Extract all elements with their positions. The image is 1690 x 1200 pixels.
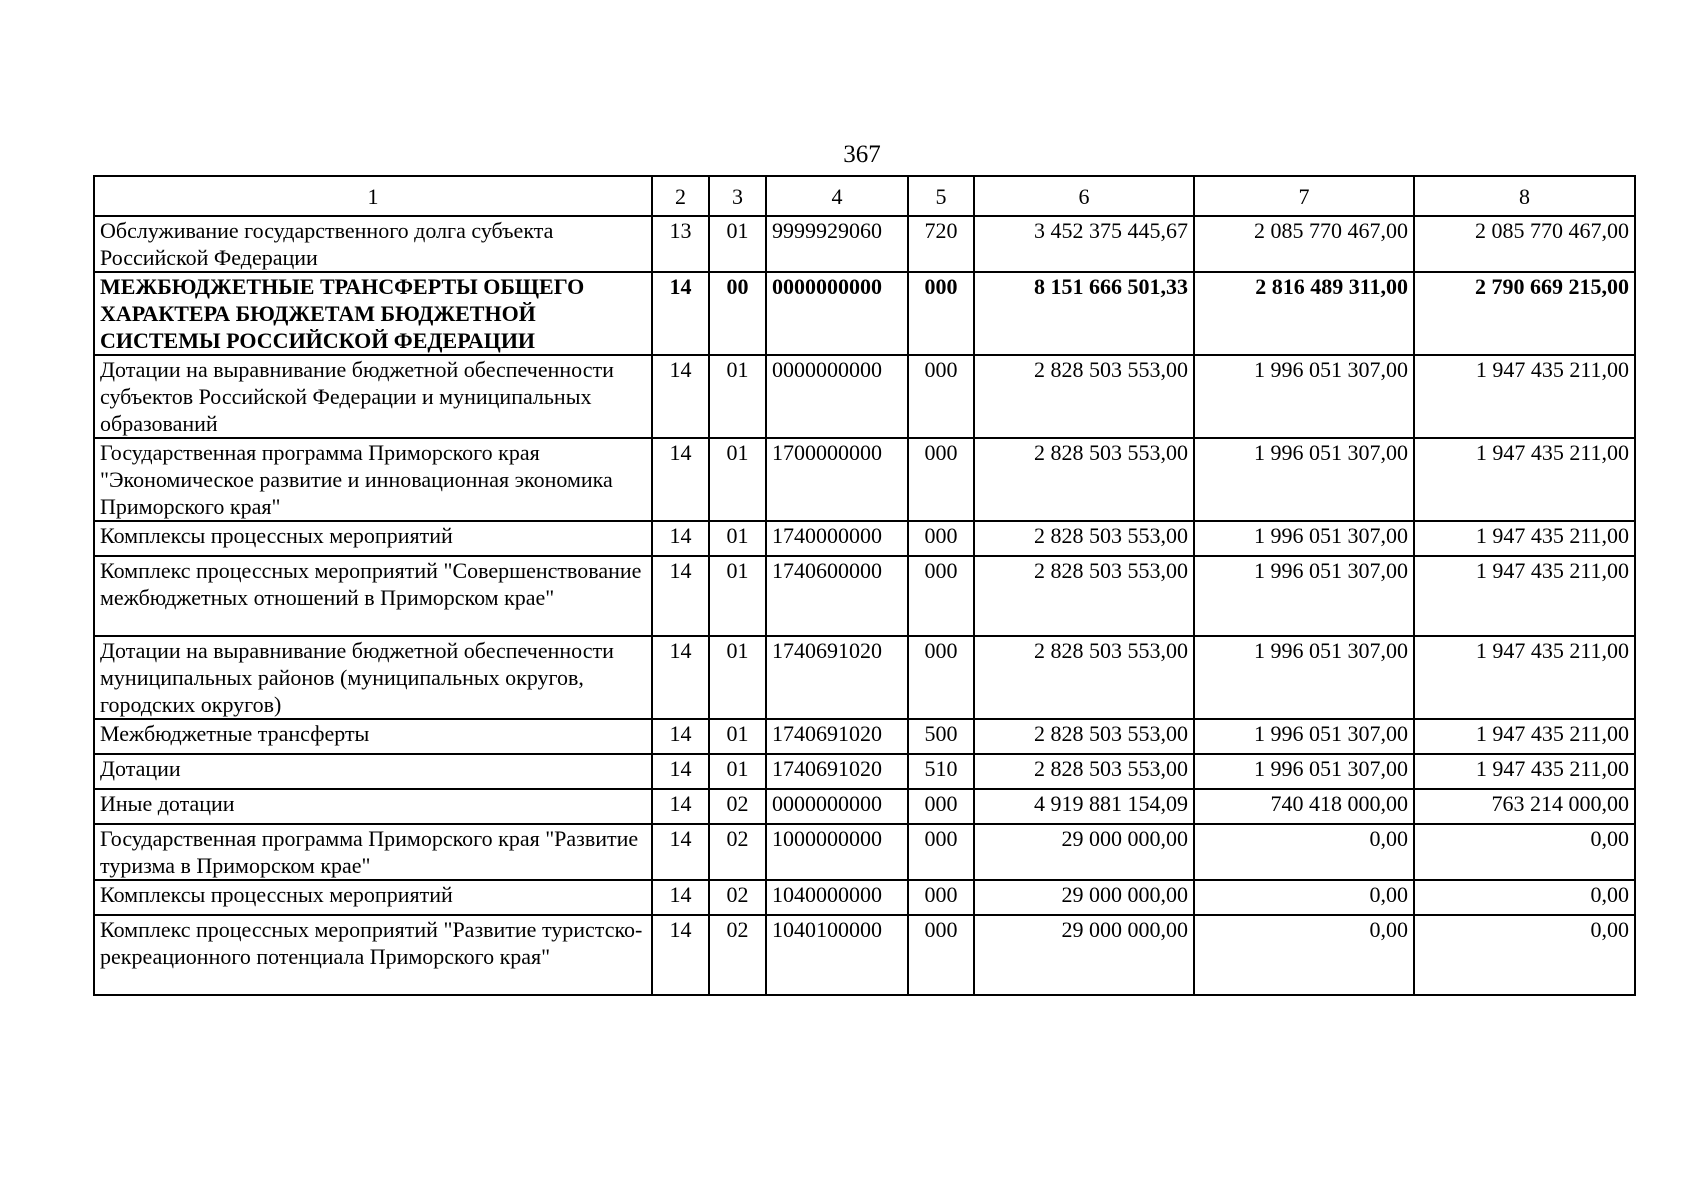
table-row (94, 521, 1635, 556)
expense-type-cell: 510 (908, 754, 974, 789)
amount-col6-cell: 2 828 503 553,00 (974, 438, 1194, 521)
section-code-cell: 14 (652, 556, 709, 636)
target-article-cell: 1740691020 (766, 719, 908, 754)
target-article-cell: 0000000000 (766, 355, 908, 438)
amount-col6-cell: 2 828 503 553,00 (974, 636, 1194, 719)
subsection-code-cell: 01 (709, 754, 766, 789)
amount-col7-cell: 1 996 051 307,00 (1194, 556, 1414, 636)
table-row (94, 216, 1635, 272)
amount-col8-cell: 1 947 435 211,00 (1414, 754, 1635, 789)
target-article-cell: 9999929060 (766, 216, 908, 272)
row-name-cell: Комплексы процессных мероприятий (94, 880, 652, 915)
section-code-cell: 14 (652, 272, 709, 355)
header-row (94, 176, 1635, 216)
expense-type-cell: 000 (908, 789, 974, 824)
table-row (94, 915, 1635, 995)
expense-type-cell: 000 (908, 355, 974, 438)
row-name-cell: Государственная программа Приморского края "Развитие туризма в Приморском крае" (94, 824, 652, 880)
amount-col6-cell: 2 828 503 553,00 (974, 719, 1194, 754)
subsection-code-cell: 01 (709, 216, 766, 272)
column-header: 1 (94, 176, 652, 216)
subsection-code-cell: 01 (709, 636, 766, 719)
table-row (94, 754, 1635, 789)
expense-type-cell: 720 (908, 216, 974, 272)
amount-col7-cell: 1 996 051 307,00 (1194, 521, 1414, 556)
amount-col8-cell: 0,00 (1414, 880, 1635, 915)
table-row (94, 355, 1635, 438)
row-name-cell: Дотации на выравнивание бюджетной обеспеченности субъектов Российской Федерации и муниципальных образований (94, 355, 652, 438)
row-name-cell: Иные дотации (94, 789, 652, 824)
amount-col6-cell: 29 000 000,00 (974, 915, 1194, 995)
expense-type-cell: 000 (908, 438, 974, 521)
row-name-cell: Комплекс процессных мероприятий "Развитие туристско-рекреационного потенциала Приморского края" (94, 915, 652, 995)
section-code-cell: 14 (652, 355, 709, 438)
table-row (94, 272, 1635, 355)
target-article-cell: 1740000000 (766, 521, 908, 556)
amount-col6-cell: 2 828 503 553,00 (974, 521, 1194, 556)
amount-col6-cell: 2 828 503 553,00 (974, 754, 1194, 789)
amount-col6-cell: 4 919 881 154,09 (974, 789, 1194, 824)
expense-type-cell: 000 (908, 880, 974, 915)
target-article-cell: 1040000000 (766, 880, 908, 915)
target-article-cell: 1740600000 (766, 556, 908, 636)
amount-col6-cell: 29 000 000,00 (974, 824, 1194, 880)
amount-col7-cell: 0,00 (1194, 824, 1414, 880)
expense-type-cell: 500 (908, 719, 974, 754)
target-article-cell: 0000000000 (766, 789, 908, 824)
section-code-cell: 14 (652, 521, 709, 556)
amount-col7-cell: 1 996 051 307,00 (1194, 754, 1414, 789)
amount-col6-cell: 2 828 503 553,00 (974, 355, 1194, 438)
expense-type-cell: 000 (908, 636, 974, 719)
column-header: 3 (709, 176, 766, 216)
amount-col8-cell: 763 214 000,00 (1414, 789, 1635, 824)
table-row (94, 636, 1635, 719)
section-code-cell: 14 (652, 438, 709, 521)
table-row (94, 880, 1635, 915)
column-header: 2 (652, 176, 709, 216)
row-name-cell: Обслуживание государственного долга субъекта Российской Федерации (94, 216, 652, 272)
row-name-cell: Государственная программа Приморского края "Экономическое развитие и инновационная экономика Приморского края" (94, 438, 652, 521)
subsection-code-cell: 01 (709, 719, 766, 754)
subsection-code-cell: 01 (709, 556, 766, 636)
amount-col8-cell: 1 947 435 211,00 (1414, 556, 1635, 636)
table-body (94, 216, 1635, 995)
page-number: 367 (843, 141, 881, 168)
target-article-cell: 1740691020 (766, 754, 908, 789)
subsection-code-cell: 02 (709, 880, 766, 915)
section-code-cell: 14 (652, 824, 709, 880)
column-header: 8 (1414, 176, 1635, 216)
amount-col6-cell: 3 452 375 445,67 (974, 216, 1194, 272)
section-code-cell: 14 (652, 719, 709, 754)
subsection-code-cell: 01 (709, 355, 766, 438)
expense-type-cell: 000 (908, 824, 974, 880)
section-code-cell: 14 (652, 880, 709, 915)
row-name-cell: Дотации (94, 754, 652, 789)
amount-col6-cell: 8 151 666 501,33 (974, 272, 1194, 355)
column-header: 6 (974, 176, 1194, 216)
row-name-cell: Комплекс процессных мероприятий "Совершенствование межбюджетных отношений в Приморском крае" (94, 556, 652, 636)
amount-col7-cell: 740 418 000,00 (1194, 789, 1414, 824)
expense-type-cell: 000 (908, 521, 974, 556)
subsection-code-cell: 02 (709, 824, 766, 880)
subsection-code-cell: 02 (709, 789, 766, 824)
subsection-code-cell: 00 (709, 272, 766, 355)
amount-col8-cell: 1 947 435 211,00 (1414, 521, 1635, 556)
target-article-cell: 0000000000 (766, 272, 908, 355)
subsection-code-cell: 01 (709, 438, 766, 521)
row-name-cell: МЕЖБЮДЖЕТНЫЕ ТРАНСФЕРТЫ ОБЩЕГО ХАРАКТЕРА БЮДЖЕТАМ БЮДЖЕТНОЙ СИСТЕМЫ РОССИЙСКОЙ ФЕДЕРАЦИИ (94, 272, 652, 355)
amount-col7-cell: 0,00 (1194, 880, 1414, 915)
amount-col8-cell: 1 947 435 211,00 (1414, 438, 1635, 521)
table-row (94, 556, 1635, 636)
row-name-cell: Комплексы процессных мероприятий (94, 521, 652, 556)
target-article-cell: 1700000000 (766, 438, 908, 521)
table-row (94, 824, 1635, 880)
amount-col7-cell: 1 996 051 307,00 (1194, 438, 1414, 521)
column-header: 4 (766, 176, 908, 216)
amount-col8-cell: 2 790 669 215,00 (1414, 272, 1635, 355)
subsection-code-cell: 01 (709, 521, 766, 556)
budget-table (93, 175, 1636, 996)
table-row (94, 719, 1635, 754)
amount-col7-cell: 1 996 051 307,00 (1194, 636, 1414, 719)
amount-col6-cell: 2 828 503 553,00 (974, 556, 1194, 636)
subsection-code-cell: 02 (709, 915, 766, 995)
amount-col7-cell: 1 996 051 307,00 (1194, 355, 1414, 438)
amount-col7-cell: 2 816 489 311,00 (1194, 272, 1414, 355)
section-code-cell: 14 (652, 754, 709, 789)
row-name-cell: Межбюджетные трансферты (94, 719, 652, 754)
section-code-cell: 14 (652, 789, 709, 824)
expense-type-cell: 000 (908, 915, 974, 995)
amount-col8-cell: 0,00 (1414, 824, 1635, 880)
table-row (94, 789, 1635, 824)
column-header: 7 (1194, 176, 1414, 216)
amount-col7-cell: 0,00 (1194, 915, 1414, 995)
table-row (94, 438, 1635, 521)
amount-col8-cell: 0,00 (1414, 915, 1635, 995)
section-code-cell: 13 (652, 216, 709, 272)
amount-col7-cell: 2 085 770 467,00 (1194, 216, 1414, 272)
target-article-cell: 1000000000 (766, 824, 908, 880)
amount-col7-cell: 1 996 051 307,00 (1194, 719, 1414, 754)
amount-col8-cell: 2 085 770 467,00 (1414, 216, 1635, 272)
section-code-cell: 14 (652, 915, 709, 995)
amount-col8-cell: 1 947 435 211,00 (1414, 719, 1635, 754)
amount-col8-cell: 1 947 435 211,00 (1414, 636, 1635, 719)
expense-type-cell: 000 (908, 556, 974, 636)
section-code-cell: 14 (652, 636, 709, 719)
expense-type-cell: 000 (908, 272, 974, 355)
row-name-cell: Дотации на выравнивание бюджетной обеспеченности муниципальных районов (муниципальных округов, городских округов) (94, 636, 652, 719)
target-article-cell: 1740691020 (766, 636, 908, 719)
amount-col6-cell: 29 000 000,00 (974, 880, 1194, 915)
target-article-cell: 1040100000 (766, 915, 908, 995)
amount-col8-cell: 1 947 435 211,00 (1414, 355, 1635, 438)
column-header: 5 (908, 176, 974, 216)
